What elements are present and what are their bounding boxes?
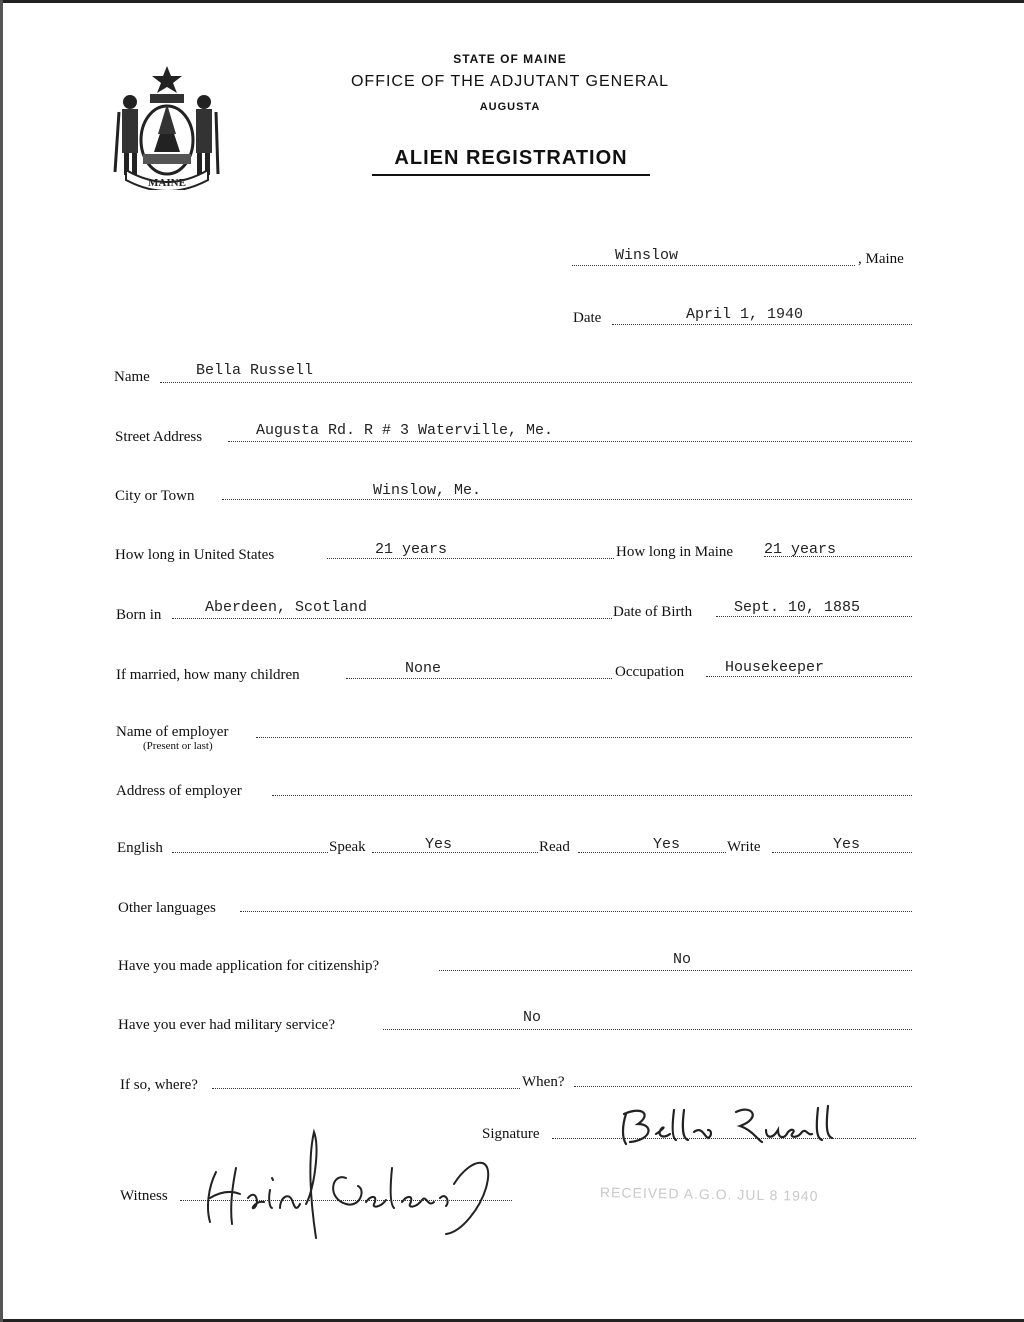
- speak-line: [372, 852, 538, 853]
- read-value: Yes: [653, 836, 681, 853]
- employer-address-line: [272, 795, 912, 796]
- header-office: OFFICE OF THE ADJUTANT GENERAL: [350, 73, 670, 90]
- name-value: Bella Russell: [196, 362, 314, 379]
- header-city: AUGUSTA: [479, 101, 541, 113]
- city-line: [222, 499, 912, 500]
- scan-border-top: [0, 0, 1024, 3]
- occupation-label: Occupation: [615, 664, 685, 680]
- street-line: [228, 441, 912, 442]
- military-line: [383, 1029, 912, 1030]
- write-value: Yes: [833, 836, 861, 853]
- received-stamp: RECEIVED A.G.O. JUL 8 1940: [599, 1184, 819, 1204]
- read-line: [578, 852, 726, 853]
- born-line: [172, 618, 612, 619]
- dob-value: Sept. 10, 1885: [734, 599, 861, 616]
- name-line: [160, 382, 912, 383]
- maine-state-seal-icon: [112, 62, 222, 190]
- write-label: Write: [727, 839, 761, 855]
- city-label: City or Town: [115, 488, 195, 504]
- signature-label: Signature: [482, 1126, 540, 1142]
- street-value: Augusta Rd. R # 3 Waterville, Me.: [256, 422, 554, 439]
- citizenship-value: No: [673, 951, 692, 968]
- where-line: [212, 1088, 520, 1089]
- dob-label: Date of Birth: [613, 604, 693, 620]
- us-value: 21 years: [375, 541, 448, 558]
- employer-label: Name of employer: [116, 724, 229, 740]
- occupation-value: Housekeeper: [725, 659, 825, 676]
- employer-address-label: Address of employer: [116, 783, 242, 799]
- name-label: Name: [114, 369, 150, 385]
- witness-label: Witness: [120, 1188, 168, 1204]
- maine-value: 21 years: [764, 541, 837, 558]
- born-value: Aberdeen, Scotland: [205, 599, 368, 616]
- employer-sublabel: (Present or last): [143, 740, 213, 752]
- children-line: [346, 678, 612, 679]
- city-value: Winslow, Me.: [373, 482, 482, 499]
- maine-label: How long in Maine: [616, 544, 734, 560]
- street-label: Street Address: [115, 429, 203, 445]
- header-state: STATE OF MAINE: [453, 52, 567, 66]
- occupation-line: [706, 676, 912, 677]
- military-label: Have you ever had military service?: [118, 1017, 335, 1033]
- dob-line: [716, 616, 912, 617]
- speak-value: Yes: [425, 836, 453, 853]
- citizenship-label: Have you made application for citizenship?: [118, 958, 380, 974]
- where-label: If so, where?: [120, 1077, 198, 1093]
- born-label: Born in: [116, 607, 162, 623]
- when-label: When?: [522, 1074, 565, 1090]
- us-label: How long in United States: [115, 547, 275, 563]
- children-value: None: [405, 660, 442, 677]
- other-languages-label: Other languages: [118, 900, 216, 916]
- date-label: Date: [573, 310, 602, 326]
- place-suffix: , Maine: [858, 251, 904, 267]
- witness-signature-handwriting: [196, 1128, 526, 1243]
- date-value: April 1, 1940: [686, 306, 804, 323]
- other-languages-line: [240, 911, 912, 912]
- speak-label: Speak: [329, 839, 366, 855]
- military-value: No: [523, 1009, 542, 1026]
- place-line: [572, 265, 855, 266]
- citizenship-line: [439, 970, 912, 971]
- form-title: ALIEN REGISTRATION: [394, 147, 628, 169]
- read-label: Read: [539, 839, 570, 855]
- employer-line: [256, 737, 912, 738]
- place-value: Winslow: [615, 247, 679, 264]
- when-line: [574, 1086, 912, 1087]
- date-line: [612, 324, 912, 325]
- scan-border-left: [0, 0, 3, 1322]
- us-line: [327, 558, 614, 559]
- signature-handwriting: [612, 1100, 842, 1150]
- english-line: [172, 852, 328, 853]
- seal-banner: MAINE: [148, 177, 186, 189]
- children-label: If married, how many children: [116, 667, 300, 683]
- title-underline: [372, 174, 650, 176]
- english-label: English: [117, 840, 163, 856]
